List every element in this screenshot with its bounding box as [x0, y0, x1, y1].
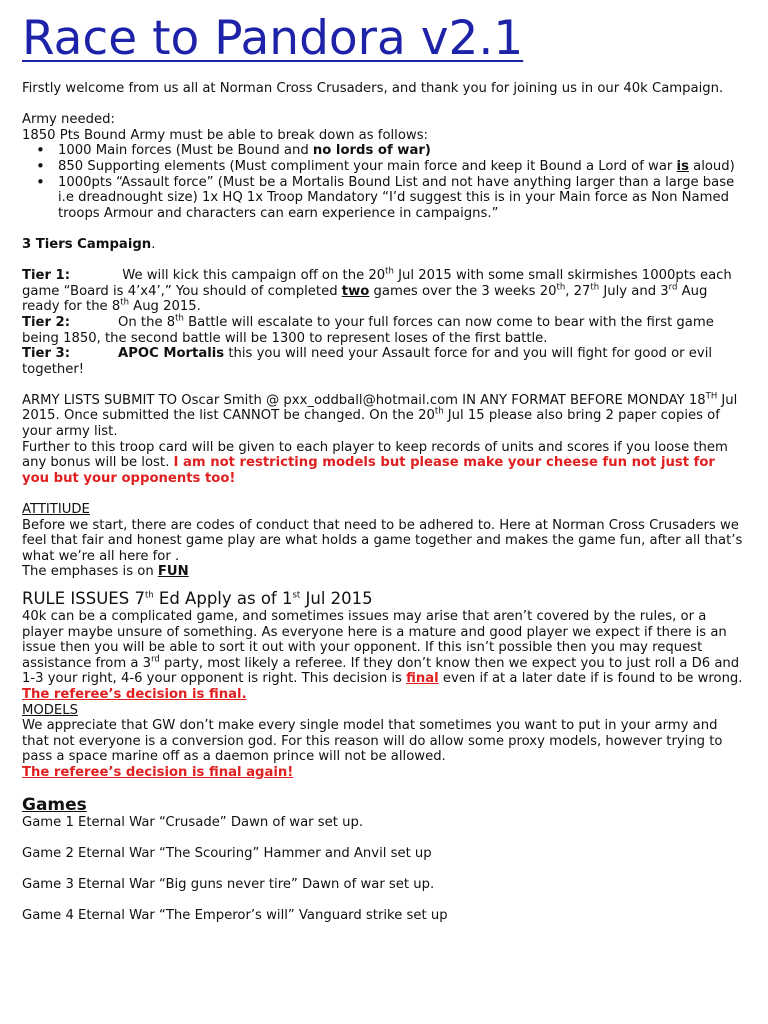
- game-1: Game 1 Eternal War “Crusade” Dawn of war set up.: [22, 814, 364, 830]
- attitude-body: Before we start, there are codes of conduct that need to be adhered to. Here at Norman Cross Crusaders we feel that fair and honest game play are what holds a game together and makes the game fun, after all that’s what we’re all here for .: [22, 517, 743, 564]
- emphasis-line: The emphases is on FUN: [22, 564, 189, 580]
- army-bullet-3: • 1000pts “Assault force” (Must be a Mortalis Bound List and not have anything larger than a large base i.e dreadnought size) 1x HQ 1x Troop Mandatory “I’d suggest this is in your Main force as Non Named troops Armour and characters can earn experience in campaigns.”: [36, 175, 744, 222]
- rules-body: 40k can be a complicated game, and sometimes issues may arise that aren’t covered by the rules, or a player maybe unsure of something. As everyone here is a mature and good player we expect if there is an issue then you will be able to sort it out with your opponent. If this isn’t possible then you may request assistance from a 3rd party, most likely a referee. If they don’t know then we expect you to just roll a D6 and 1-3 your right, 4-6 your opponent is right. This decision is final even if at a later date if is found to be wrong.: [22, 609, 743, 687]
- tier-2-paragraph: Tier 2: On the 8th Battle will escalate to your full forces can now come to bear with the first game being 1850, the second battle will be 1300 to represent loses of the first battle.: [22, 313, 714, 346]
- models-heading: MODELS: [22, 702, 78, 718]
- submit-paragraph: ARMY LISTS SUBMIT TO Oscar Smith @ pxx_oddball@hotmail.com IN ANY FORMAT BEFORE MONDAY 18TH Jul 2015. Once submitted the list CANNOT be changed. On the 20th Jul 15 please also bring 2 paper copies of your army list.: [22, 391, 738, 440]
- cheese-warning: I am not restricting models but please make your cheese fun not just for you but your opponents too!: [22, 455, 715, 486]
- games-heading: Games: [22, 794, 87, 815]
- attitude-heading: ATTITIUDE: [22, 502, 90, 518]
- game-2: Game 2 Eternal War “The Scouring” Hammer and Anvil set up: [22, 845, 432, 861]
- tiers-heading: 3 Tiers Campaign.: [22, 236, 156, 252]
- rules-heading: RULE ISSUES 7th Ed Apply as of 1st Jul 2015: [22, 589, 373, 608]
- intro-paragraph: Firstly welcome from us all at Norman Cross Crusaders, and thank you for joining us in our 40k Campaign.: [22, 81, 724, 96]
- army-bullet-1: • 1000 Main forces (Must be Bound and no lords of war): [36, 143, 744, 159]
- troop-card-paragraph: Further to this troop card will be given to each player to keep records of units and scores if you loose them any bonus will be lost. I am not restricting models but please make your cheese fun not just for you but your opponents too!: [22, 439, 728, 486]
- models-body: We appreciate that GW don’t make every single model that sometimes you want to put in your army and that not everyone is a conversion god. For this reason will do allow some proxy models, however trying to pass a space marine off as a daemon prince will not be allowed.: [22, 718, 723, 765]
- referee-final-again-line: The referee’s decision is final again!: [22, 764, 294, 780]
- tier-1-paragraph: Tier 1: We will kick this campaign off on the 20th Jul 2015 with some small skirmishes 1000pts each game “Board is 4’x4’,” You should of completed two games over the 3 weeks 20th, 27th July and 3rd Aug ready for the 8th Aug 2015.: [22, 266, 732, 315]
- game-4: Game 4 Eternal War “The Emperor’s will” Vanguard strike set up: [22, 908, 448, 924]
- army-line: 1850 Pts Bound Army must be able to break down as follows:: [22, 127, 429, 143]
- army-heading: Army needed:: [22, 112, 115, 128]
- tier-3-paragraph: Tier 3: APOC Mortalis this you will need your Assault force for and you will fight for good or evil together!: [22, 346, 713, 377]
- army-bullet-2: • 850 Supporting elements (Must compliment your main force and keep it Bound a Lord of war is aloud): [36, 159, 744, 175]
- document-title: Race to Pandora v2.1: [22, 11, 524, 66]
- army-list: [22, 143, 744, 221]
- document: [22, 12, 744, 924]
- game-3: Game 3 Eternal War “Big guns never tire” Dawn of war set up.: [22, 876, 435, 892]
- referee-final-line: The referee’s decision is final.: [22, 686, 247, 702]
